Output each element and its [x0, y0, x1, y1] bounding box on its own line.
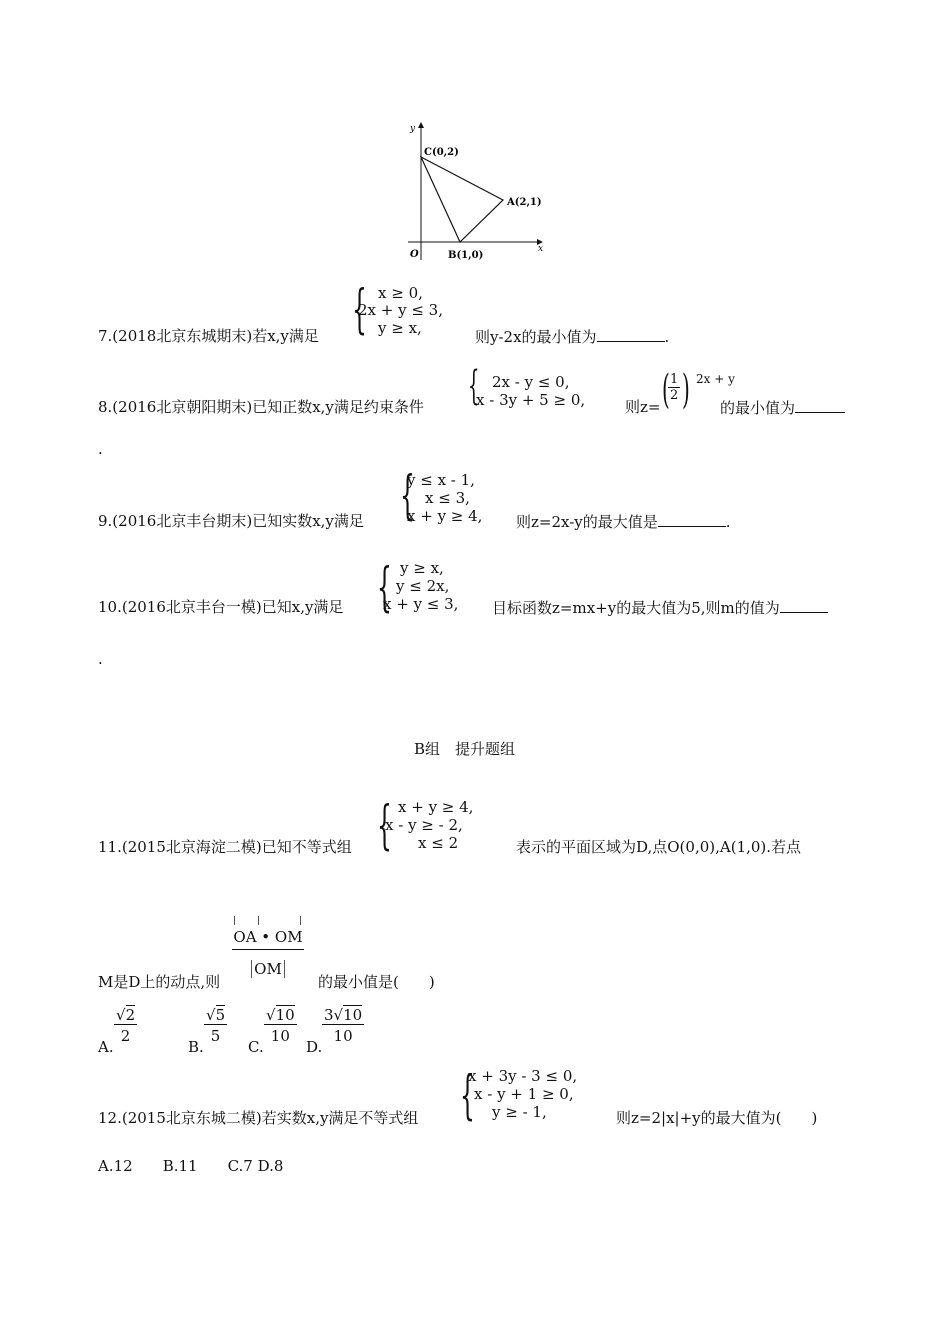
q7-brace: {	[352, 280, 367, 340]
section-heading: B组 提升题组	[414, 740, 516, 758]
q11-option-b-frac[interactable]: √5 5	[206, 1006, 226, 1045]
q12-sys-1: x + 3y - 3 ≤ 0,	[468, 1067, 578, 1085]
sqrt-icon: √	[266, 1006, 276, 1024]
q9-sys-3: x + y ≥ 4,	[407, 507, 483, 525]
q11-option-b-label: B.	[188, 1038, 204, 1056]
q10-sys-2: y ≤ 2x,	[396, 577, 450, 595]
q10-suffix: 目标函数z=mx+y的最大值为5,则m的值为	[492, 599, 780, 617]
q11-sys-2: x - y ≥ - 2,	[385, 816, 463, 834]
sqrt-icon: √	[333, 1006, 344, 1024]
sqrt-icon: √	[116, 1006, 126, 1024]
q8-right-paren: )	[682, 367, 690, 413]
q12-suffix: 则z=2|x|+y的最大值为( )	[616, 1109, 818, 1127]
point-c-label: C(0,2)	[424, 147, 459, 158]
q11-option-d-label: D.	[306, 1038, 323, 1056]
q9-suffix: 则z=2x-y的最大值是	[516, 513, 658, 531]
q12-prefix: 12.(2015北京东城二模)若实数x,y满足不等式组	[98, 1109, 419, 1127]
q11-option-a-label: A.	[98, 1038, 114, 1056]
q7-suffix: 则y-2x的最小值为	[475, 328, 597, 346]
sqrt-icon: √	[206, 1006, 216, 1024]
q11-option-a-frac[interactable]: √2 2	[116, 1006, 136, 1045]
q8-sys-2: x - 3y + 5 ≥ 0,	[476, 391, 586, 409]
triangle-abc	[421, 157, 503, 242]
q8-brace: {	[468, 363, 480, 409]
q7-prefix: 7.(2018北京东城期末)若x,y满足	[98, 327, 319, 345]
q8-left-paren: (	[662, 367, 670, 413]
y-axis-label: y	[410, 124, 416, 134]
q12-options[interactable]: A.12 B.11 C.7 D.8	[98, 1157, 284, 1175]
q9-prefix: 9.(2016北京丰台期末)已知实数x,y满足	[98, 512, 364, 530]
q7-answer-blank[interactable]	[597, 327, 665, 342]
q8-frac-den: 2	[670, 388, 679, 403]
q10-prefix: 10.(2016北京丰台一模)已知x,y满足	[98, 598, 344, 616]
q12-sys-3: y ≥ - 1,	[492, 1103, 547, 1121]
q7-sys-2: 2x + y ≤ 3,	[358, 301, 443, 319]
q8-frac-num: 1	[670, 372, 679, 387]
q10-brace: {	[377, 558, 392, 618]
q9-suffix-line	[516, 512, 731, 531]
q12-brace: {	[460, 1066, 475, 1126]
q8-suffix: 的最小值为	[720, 399, 796, 417]
q9-end: .	[725, 513, 731, 531]
q8-end: .	[98, 440, 103, 458]
q11-line2-suffix: 的最小值是( )	[318, 973, 435, 991]
q7-end: .	[664, 328, 670, 346]
q11-sys-1: x + y ≥ 4,	[398, 798, 474, 816]
q11-vec-marks	[232, 916, 304, 928]
q11-frac-den-wrap	[232, 960, 304, 978]
q7-sys-3: y ≥ x,	[378, 319, 422, 337]
q8-answer-blank[interactable]	[795, 398, 845, 413]
region-figure	[400, 115, 550, 265]
origin-label: O	[410, 249, 419, 260]
q11-line2-prefix: M是D上的动点,则	[98, 973, 221, 991]
q8-z-label: 则z=	[625, 398, 661, 416]
q10-sys-3: x + y ≤ 3,	[383, 595, 459, 613]
q11-sys-3: x ≤ 2	[418, 834, 459, 852]
q10-sys-1: y ≥ x,	[400, 559, 444, 577]
q8-exponent: 2x + y	[696, 372, 735, 386]
q10-answer-blank[interactable]	[780, 598, 828, 613]
q12-sys-2: x - y + 1 ≥ 0,	[474, 1085, 574, 1103]
q11-vector-fraction	[232, 916, 304, 978]
q9-sys-2: x ≤ 3,	[425, 489, 470, 507]
q11-frac-den: OM	[254, 960, 282, 978]
q7-suffix-line	[475, 327, 669, 346]
point-b-label: B(1,0)	[448, 250, 484, 261]
q7-sys-1: x ≥ 0,	[378, 284, 423, 302]
q10-suffix-line	[492, 598, 828, 617]
q11-prefix: 11.(2015北京海淀二模)已知不等式组	[98, 838, 352, 856]
q11-frac-num: OA • OM	[232, 928, 304, 950]
q10-end: .	[98, 650, 103, 668]
q9-sys-1: y ≤ x - 1,	[407, 471, 475, 489]
q11-option-d-frac[interactable]: 3√10 10	[324, 1006, 363, 1045]
x-axis-label: x	[538, 244, 544, 254]
point-a-label: A(2,1)	[507, 197, 542, 208]
q8-fraction	[668, 372, 680, 403]
q8-suffix-line	[720, 398, 845, 417]
q8-sys-1: 2x - y ≤ 0,	[492, 373, 570, 391]
q9-brace: {	[400, 466, 415, 526]
q11-option-c-frac[interactable]: √10 10	[266, 1006, 295, 1045]
q11-suffix: 表示的平面区域为D,点O(0,0),A(1,0).若点	[516, 838, 802, 856]
q11-option-c-label: C.	[248, 1038, 264, 1056]
q8-prefix: 8.(2016北京朝阳期末)已知正数x,y满足约束条件	[98, 398, 424, 416]
q9-answer-blank[interactable]	[658, 512, 726, 527]
q11-brace: {	[377, 796, 392, 856]
